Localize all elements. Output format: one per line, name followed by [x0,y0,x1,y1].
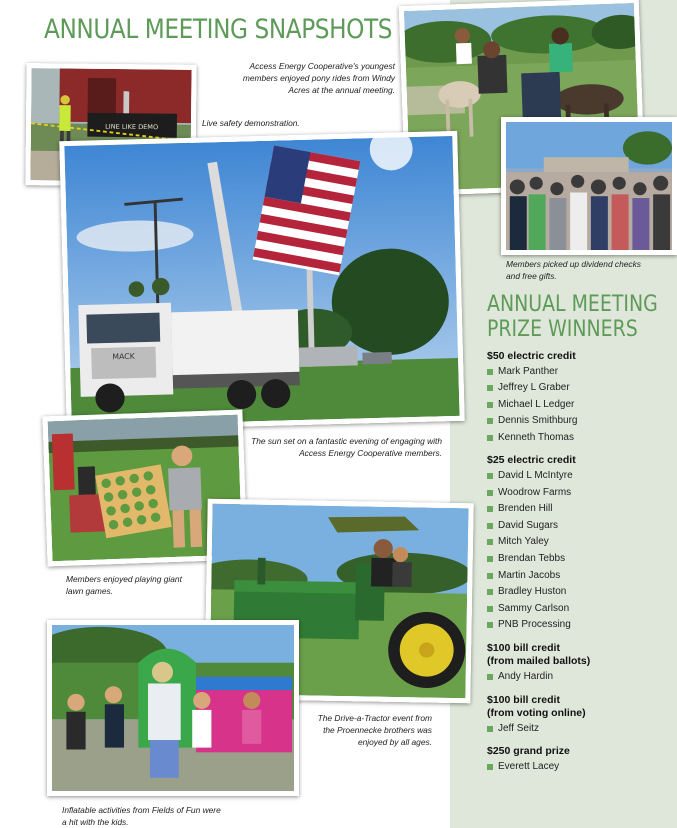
safety-sign-text: LINE LIKE DEMO [105,122,159,132]
prize-winner [487,501,672,518]
caption-pony-rides: Access Energy Cooperative's youngest members enjoyed pony rides from Windy Acres at the annual meeting. [242,61,395,95]
bullet-square-icon [487,435,493,441]
prize-winner [487,551,672,568]
bullet-square-icon [487,726,493,732]
prize-winner-name: Mitch Yaley [498,536,549,548]
photo-inflatable [47,620,299,796]
prize-category-label: $50 electric credit [487,350,576,362]
prize-winner [487,759,672,776]
prize-winner-name: Andy Hardin [498,670,554,682]
prize-winner-name: Dennis Smithburg [498,415,578,427]
bullet-square-icon [487,506,493,512]
prize-winner [487,397,672,414]
caption-safety: Live safety demonstration. [202,118,300,128]
prize-winner [487,534,672,551]
bullet-square-icon [487,490,493,496]
prize-winner-name: Mark Panther [498,365,559,377]
prize-category-label: $250 grand prize [487,745,570,758]
bullet-square-icon [487,369,493,375]
prize-winner-name: Sammy Carlson [498,602,570,614]
prize-winner [487,518,672,535]
prize-list [487,350,672,775]
prize-winner [487,669,672,686]
prize-winner [487,617,672,634]
caption-tractor: The Drive-a-Tractor event from the Proennecke brothers was enjoyed by all ages. [317,713,432,747]
caption-sunset: The sun set on a fantastic evening of engaging with Access Energy Cooperative members. [251,436,442,458]
bullet-square-icon [487,385,493,391]
prize-winner-name: Jeff Seitz [498,722,539,734]
prize-category-label: $100 bill credit (from voting online) [487,693,586,719]
prize-winner-name: Bradley Huston [498,586,567,598]
photo-truck-flag [59,131,464,431]
photo-dividend-crowd [501,117,677,255]
prize-winners-title [487,292,658,342]
bullet-square-icon [487,606,493,612]
bullet-square-icon [487,473,493,479]
bullet-square-icon [487,589,493,595]
truck-grille-text: MACK [112,351,135,362]
bullet-square-icon [487,556,493,562]
prize-title-line2: PRIZE WINNERS [487,317,638,342]
prize-winner-name: Brendan Tebbs [498,552,566,564]
prize-winner-name: Kenneth Thomas [498,431,574,443]
bullet-square-icon [487,622,493,628]
prize-winner-name: Brenden Hill [498,503,553,515]
prize-winner [487,485,672,502]
prize-category-label: $25 electric credit [487,454,576,467]
bullet-square-icon [487,539,493,545]
prize-winner-name: David Sugars [498,519,559,531]
prize-winner [487,430,672,447]
prize-winner-name: Woodrow Farms [498,486,572,498]
caption-dividend: Members picked up dividend checks and free gifts. [506,259,641,281]
prize-winner [487,468,672,485]
prize-winner [487,601,672,618]
prize-winner-name: Martin Jacobs [498,569,561,581]
prize-category-label: $100 bill credit (from mailed ballots) [487,641,591,668]
bullet-square-icon [487,764,493,770]
prize-winner [487,413,672,430]
bullet-square-icon [487,674,493,680]
bullet-square-icon [487,402,493,408]
caption-inflatable: Inflatable activities from Fields of Fun were a hit with the kids. [62,805,221,827]
prize-winner [487,568,672,585]
prize-winner [487,364,672,381]
prize-winner [487,721,672,738]
page-title: ANNUAL MEETING SNAPSHOTS [44,14,393,45]
prize-winner [487,380,672,397]
prize-winner-name: David L McIntyre [498,469,573,481]
bullet-square-icon [487,573,493,579]
bullet-square-icon [487,523,493,529]
prize-winner-name: Jeffrey L Graber [498,382,570,394]
prize-winner [487,584,672,601]
caption-lawn-games: Members enjoyed playing giant lawn games. [66,574,182,596]
prize-title-line1: ANNUAL MEETING [487,292,658,317]
bullet-square-icon [487,418,493,424]
prize-winner-name: PNB Processing [498,619,571,631]
prize-winner-name: Michael L Ledger [498,398,575,410]
prize-winner-name: Everett Lacey [498,760,560,772]
